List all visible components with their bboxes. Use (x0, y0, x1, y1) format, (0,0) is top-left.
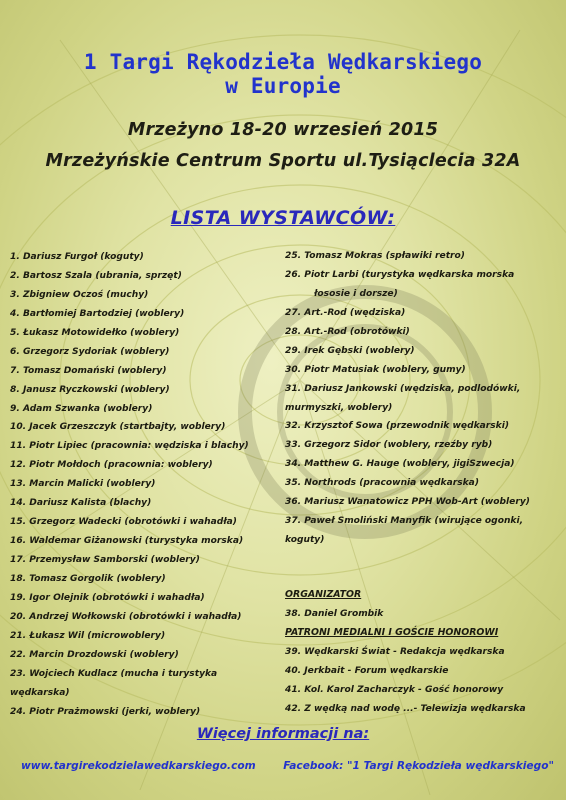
event-title-line2: w Europie (225, 74, 341, 98)
exhibitor-item: 3. Zbigniew Oczoś (muchy) (10, 289, 149, 300)
spacer (285, 550, 562, 586)
exhibitor-item: 4. Bartłomiej Bartodziej (woblery) (10, 308, 185, 319)
exhibitor-item: 8. Janusz Ryczkowski (woblery) (10, 384, 170, 395)
exhibitor-item: 1. Dariusz Furgoł (koguty) (10, 252, 144, 262)
exhibitor-item: 22. Marcin Drozdowski (woblery) (10, 649, 179, 660)
exhibitor-item: 16. Waldemar Giżanowski (turystyka morska) (10, 536, 244, 547)
exhibitor-item: 23. Wojciech Kudlacz (mucha i turystyka (10, 668, 218, 679)
patron-item: 42. Z wędką nad wodę ...- Telewizja wędkarska (285, 703, 526, 714)
exhibitor-item: 33. Grzegorz Sidor (woblery, rzeźby ryb) (285, 440, 493, 451)
event-venue: Mrzeżyńskie Centrum Sportu ul.Tysiąclecia 32A (45, 151, 521, 171)
exhibitor-item: 20. Andrzej Wołkowski (obrotówki i wahadła) (10, 611, 242, 622)
exhibitor-item: 21. Łukasz Wil (microwoblery) (10, 630, 166, 641)
exhibitor-item: 15. Grzegorz Wadecki (obrotówki i wahadła) (10, 517, 237, 528)
exhibitor-item: 36. Mariusz Wanatowicz PPH Wob-Art (woblery) (285, 497, 530, 508)
exhibitors-left-column (10, 248, 278, 721)
exhibitor-item: 34. Matthew G. Hauge (woblery, jigiSzwecja) (285, 459, 515, 470)
exhibitor-item: 12. Piotr Mołdoch (pracownia: woblery) (10, 460, 213, 471)
exhibitor-item: 26. Piotr Larbi (turystyka wędkarska morska (285, 269, 515, 280)
exhibitor-item: 30. Piotr Matusiak (woblery, gumy) (285, 364, 466, 375)
organizer-item: 38. Daniel Grombik (285, 608, 384, 619)
exhibitor-item: 37. Paweł Smoliński Manyfik (wirujące ogonki, (285, 516, 524, 527)
exhibitor-item: 7. Tomasz Domański (woblery) (10, 365, 167, 376)
patron-item: 41. Kol. Karol Zacharczyk - Gość honorowy (285, 684, 504, 695)
exhibitor-item: 2. Bartosz Szala (ubrania, sprzęt) (10, 270, 182, 281)
exhibitor-item: 6. Grzegorz Sydoriak (woblery) (10, 346, 170, 357)
exhibitors-heading: LISTA WYSTAWCÓW: (170, 207, 396, 229)
event-date: Mrzeżyno 18-20 wrzesień 2015 (127, 120, 439, 140)
exhibitor-item: 13. Marcin Malicki (woblery) (10, 479, 156, 490)
exhibitor-item: 11. Piotr Lipiec (pracownia: wędziska i blachy) (10, 441, 249, 452)
exhibitor-item: 9. Adam Szwanka (woblery) (10, 403, 153, 414)
exhibitor-item: 24. Piotr Prażmowski (jerki, woblery) (10, 706, 201, 717)
facebook-link[interactable]: Facebook: "1 Targi Rękodzieła wędkarskiego" (283, 760, 554, 772)
website-link[interactable]: www.targirekodzielawedkarskiego.com (21, 760, 256, 772)
exhibitor-item: 17. Przemysław Samborski (woblery) (10, 555, 200, 565)
exhibitor-item: 29. Irek Gębski (woblery) (285, 345, 415, 356)
patron-item: 39. Wędkarski Świat - Redakcja wędkarska (285, 646, 505, 657)
exhibitor-item: 5. Łukasz Motowidełko (woblery) (10, 327, 180, 338)
exhibitor-item: 19. Igor Olejnik (obrotówki i wahadła) (10, 592, 205, 603)
patrons-heading: PATRONI MEDIALNI I GOŚCIE HONOROWI (285, 626, 499, 638)
event-title: 1 Targi Rękodzieła Wędkarskiego (83, 50, 483, 74)
exhibitor-item: 31. Dariusz Jankowski (wędziska, podlodówki, (285, 383, 521, 394)
exhibitors-right-column (285, 247, 562, 719)
organizer-heading: ORGANIZATOR (285, 589, 362, 600)
exhibitor-item: 25. Tomasz Mokras (spławiki retro) (285, 251, 465, 261)
exhibitor-item-continued: koguty) (285, 535, 325, 546)
exhibitor-item: 18. Tomasz Gorgolik (woblery) (10, 573, 166, 584)
more-info-heading: Więcej informacji na: (196, 726, 370, 742)
exhibitor-item: 14. Dariusz Kalista (blachy) (10, 498, 152, 509)
exhibitor-item: 28. Art.-Rod (obrotówki) (285, 326, 410, 337)
exhibitor-item-continued: łososie i dorsze) (314, 288, 398, 299)
exhibitor-item-continued: murmyszki, woblery) (285, 402, 393, 413)
exhibitor-item: 10. Jacek Grzeszczyk (startbajty, woblery) (10, 422, 226, 433)
exhibitor-item-continued: wędkarska) (10, 687, 70, 698)
patron-item: 40. Jerkbait - Forum wędkarskie (285, 665, 449, 676)
exhibitor-item: 27. Art.-Rod (wędziska) (285, 307, 406, 318)
exhibitor-item: 35. Northrods (pracownia wędkarska) (285, 478, 479, 489)
exhibitor-item: 32. Krzysztof Sowa (przewodnik wędkarski) (285, 421, 510, 432)
